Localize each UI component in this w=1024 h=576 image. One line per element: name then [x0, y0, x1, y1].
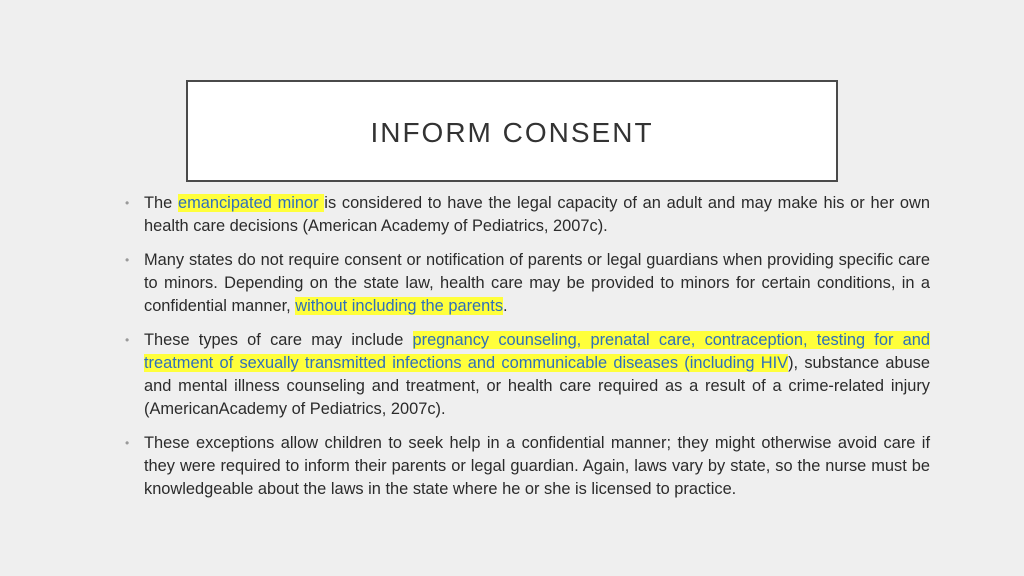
bullet-text: These types of care may include: [144, 331, 413, 349]
bullet-item: [124, 249, 930, 318]
bullet-text: is considered to have the legal capacity of an adult and may make his or her own health care decisions (American Academy of Pediatrics, 2007c).: [144, 194, 930, 235]
bullet-text: ), substance abuse and mental illness counseling and treatment, or health care required as a result of a crime-related injury (AmericanAcademy of Pediatrics, 2007c).: [144, 354, 930, 418]
title-box: [186, 80, 838, 182]
bullet-list: [124, 192, 930, 512]
bullet-text: Many states do not require consent or notification of parents or legal guardians when providing specific care to minors. Depending on the state law, health care may be provided to minors for certain conditions, in a confidential manner,: [144, 251, 930, 315]
bullet-item: [124, 329, 930, 421]
bullet-text: .: [503, 297, 508, 315]
highlighted-text: pregnancy counseling, prenatal care, contraception, testing for and treatment of sexually transmitted infections and communicable diseases (including HIV: [144, 331, 930, 372]
slide-title: INFORM CONSENT: [370, 117, 654, 148]
highlighted-text: emancipated minor: [177, 194, 325, 212]
bullet-text: The: [144, 194, 178, 212]
highlighted-text: without including the parents: [295, 297, 504, 315]
bullet-text: These exceptions allow children to seek help in a confidential manner; they might otherwise avoid care if they were required to inform their parents or legal guardian. Again, laws vary by state, so the nurse must be knowledgeable about the laws in the state where he or she is licensed to practice.: [144, 434, 930, 498]
bullet-item: [124, 432, 930, 501]
bullet-item: [124, 192, 930, 238]
